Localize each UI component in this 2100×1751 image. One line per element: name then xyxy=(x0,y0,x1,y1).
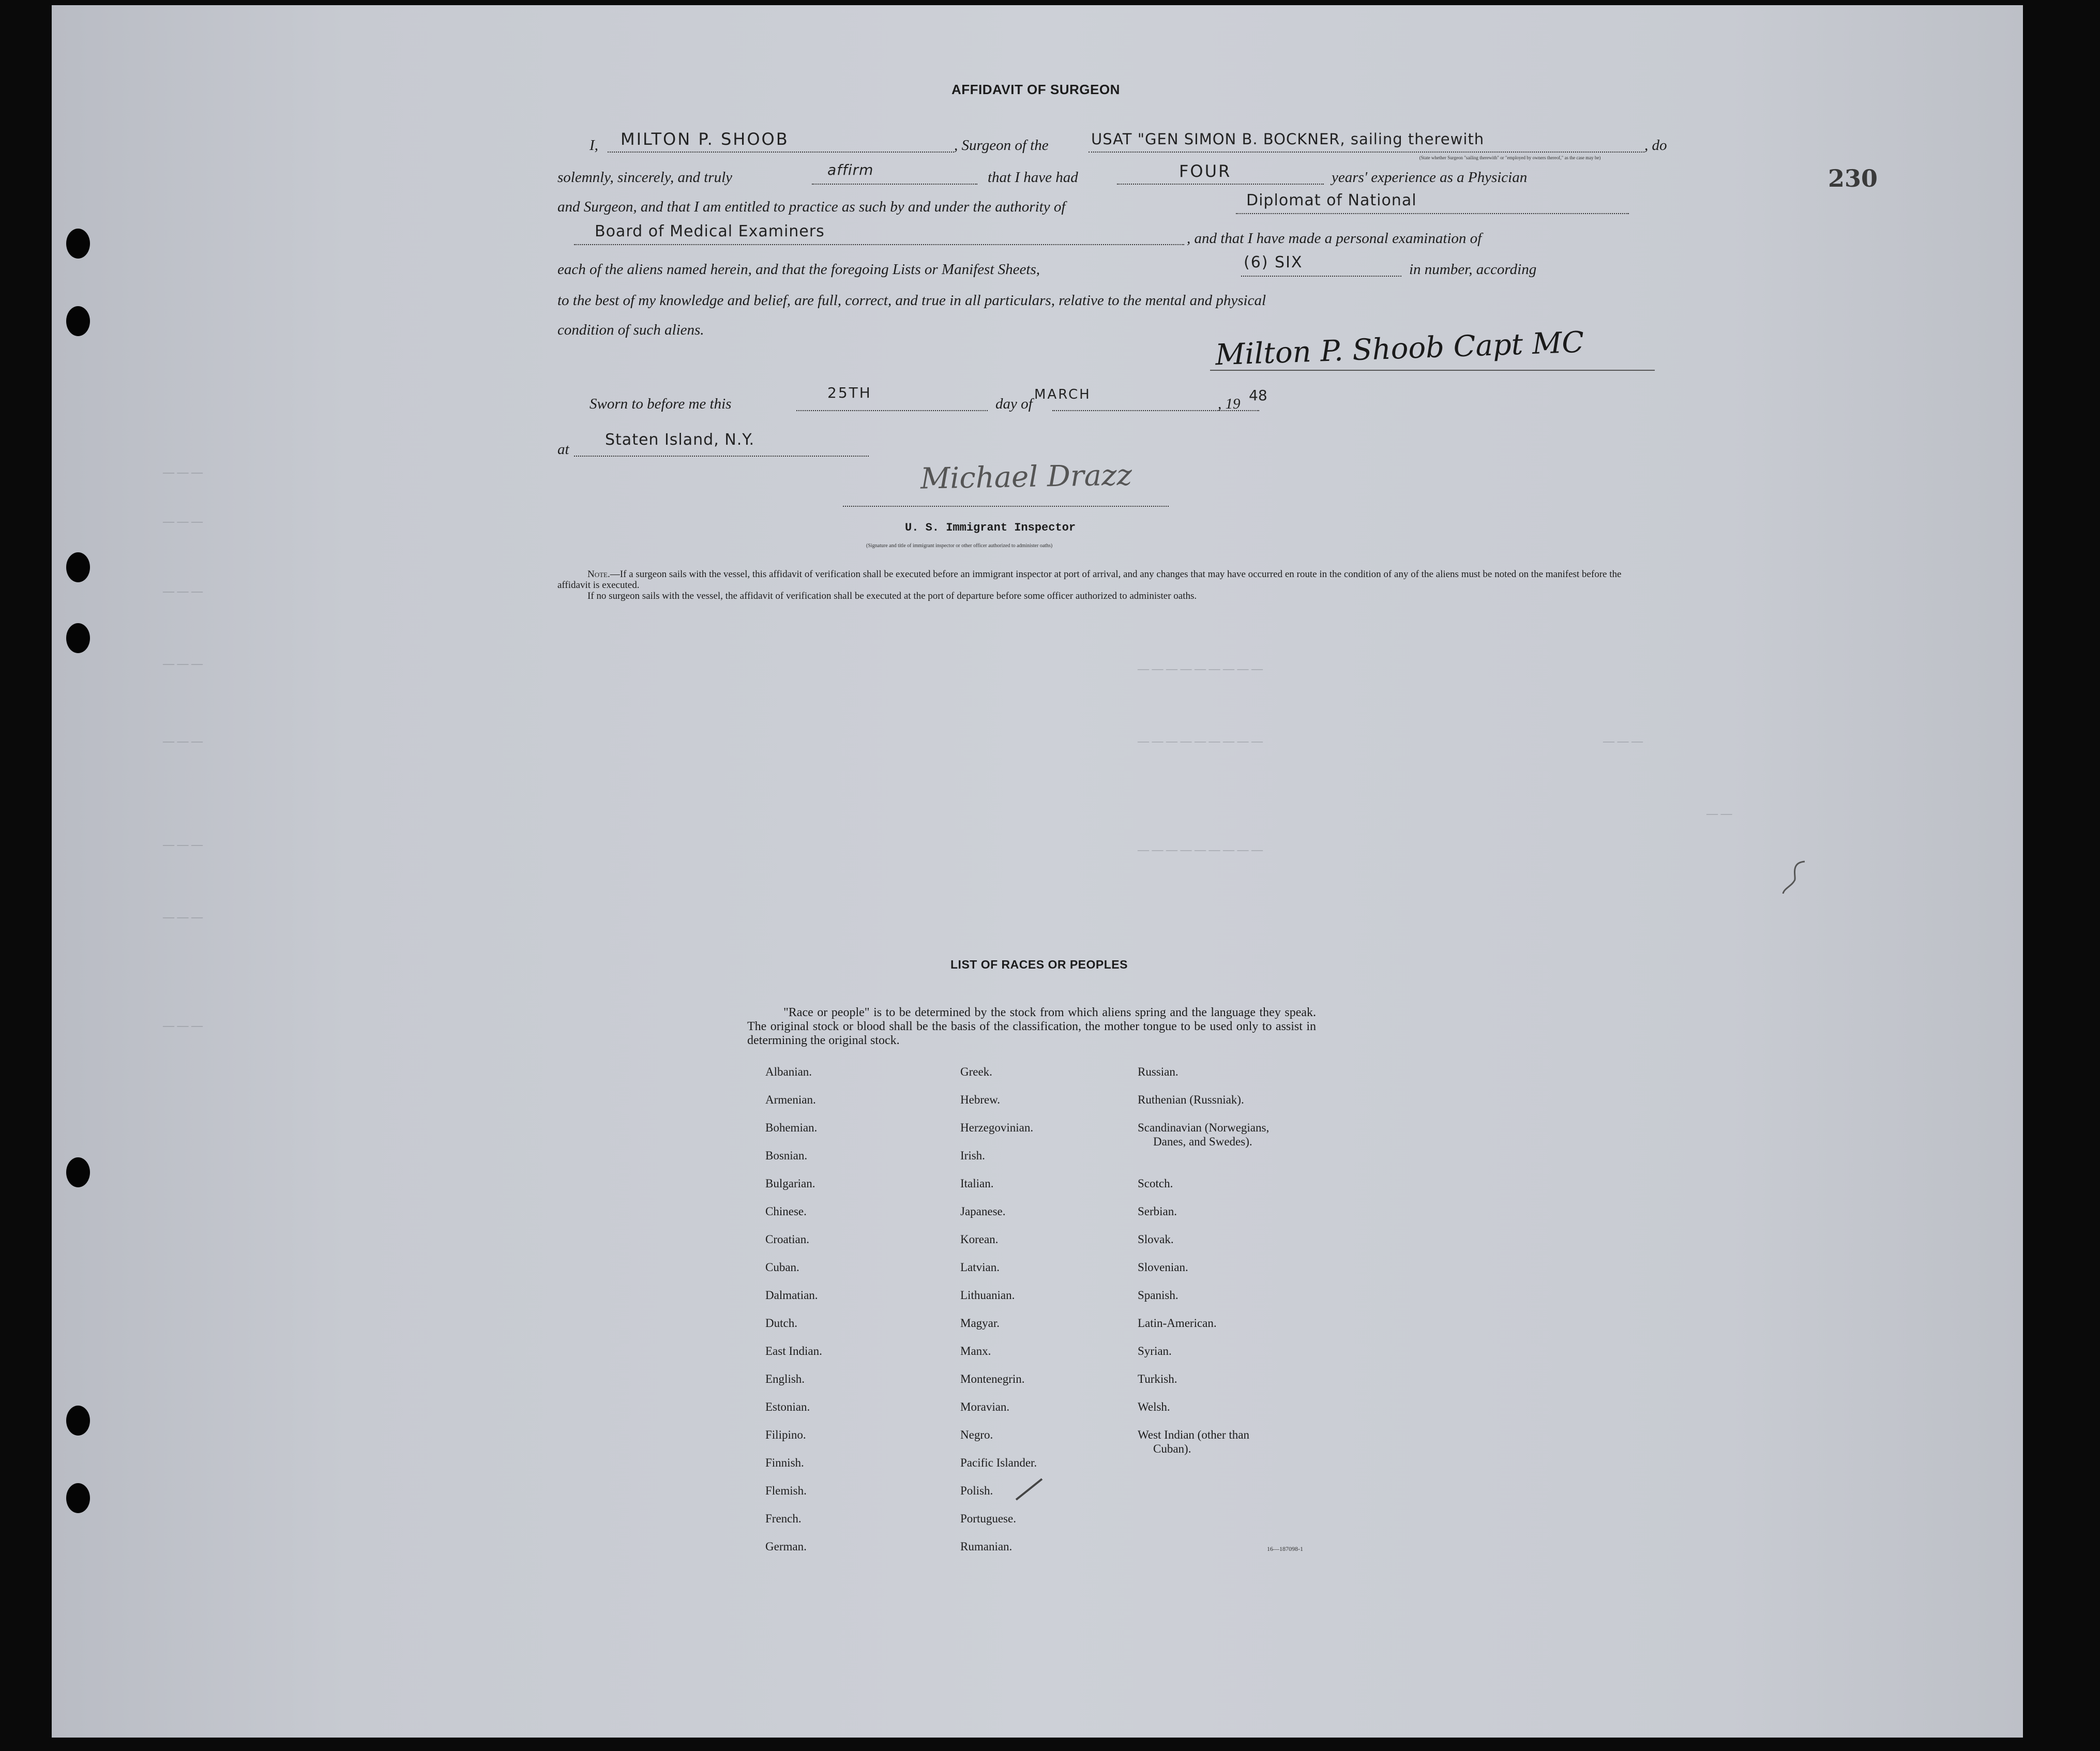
affidavit-text: , Surgeon of the xyxy=(954,137,1049,154)
underline xyxy=(1089,152,1644,153)
race-item: Danes, and Swedes). xyxy=(1153,1135,1252,1148)
affidavit-text: that I have had xyxy=(988,169,1078,186)
binder-hole xyxy=(66,306,90,336)
affidavit-text: and Surgeon, and that I am entitled to practice as such by and under the authority of xyxy=(557,199,1066,215)
race-item: Pacific Islander. xyxy=(960,1456,1037,1469)
affidavit-text: years' experience as a Physician xyxy=(1332,169,1528,186)
race-item: Armenian. xyxy=(765,1093,816,1106)
binder-hole xyxy=(66,552,90,582)
race-item: Negro. xyxy=(960,1428,993,1441)
sworn-place: Staten Island, N.Y. xyxy=(605,431,755,449)
years-experience: FOUR xyxy=(1179,161,1232,181)
race-item: Dutch. xyxy=(765,1317,797,1330)
race-item: Serbian. xyxy=(1138,1205,1177,1218)
race-item: Scotch. xyxy=(1138,1177,1173,1190)
race-item: Polish. xyxy=(960,1484,993,1497)
sworn-day: 25TH xyxy=(827,384,872,401)
inspector-caption: (Signature and title of immigrant inspector or other officer authorized to administer oaths) xyxy=(866,543,1053,549)
race-item: Dalmatian. xyxy=(765,1289,818,1302)
race-item: Flemish. xyxy=(765,1484,807,1497)
race-item: Ruthenian (Russniak). xyxy=(1138,1093,1244,1106)
race-item: Cuban). xyxy=(1153,1442,1191,1455)
underline xyxy=(1117,184,1324,185)
check-mark-icon xyxy=(1014,1476,1045,1502)
race-item: Greek. xyxy=(960,1065,992,1078)
underline xyxy=(1236,213,1629,214)
sworn-text: , 19 xyxy=(1218,396,1241,412)
underline xyxy=(812,184,977,185)
binder-hole xyxy=(66,1406,90,1436)
race-item: Italian. xyxy=(960,1177,994,1190)
race-item: Rumanian. xyxy=(960,1540,1013,1553)
note-label: Note. xyxy=(587,569,610,580)
race-item: Montenegrin. xyxy=(960,1372,1025,1385)
race-item: Herzegovinian. xyxy=(960,1121,1034,1134)
note-line-1: —If a surgeon sails with the vessel, this affidavit of verification shall be executed before an immigrant inspector at port of arrival, and any changes that may have occurred en route in the condition of any of the aliens must be noted on the manifest before the affidavit is executed. xyxy=(557,569,1622,591)
race-item: Lithuanian. xyxy=(960,1289,1015,1302)
affidavit-text: to the best of my knowledge and belief, are full, correct, and true in all particulars, relative to the mental and physical xyxy=(557,292,1266,309)
race-item: Portuguese. xyxy=(960,1512,1016,1525)
underline xyxy=(843,506,1169,507)
affidavit-text: , do xyxy=(1644,137,1667,154)
underline xyxy=(1241,276,1401,277)
race-item: West Indian (other than xyxy=(1138,1428,1249,1441)
race-item: Chinese. xyxy=(765,1205,807,1218)
oath-type: affirm xyxy=(827,161,874,178)
sworn-text: at xyxy=(557,441,569,458)
inspector-signature: Michael Drazz xyxy=(920,458,1132,496)
affidavit-text: I, xyxy=(590,137,598,154)
race-item: Croatian. xyxy=(765,1233,809,1246)
race-item: Scandinavian (Norwegians, xyxy=(1138,1121,1270,1134)
race-item: Moravian. xyxy=(960,1400,1010,1413)
race-item: Finnish. xyxy=(765,1456,804,1469)
binder-hole xyxy=(66,623,90,653)
surgeon-name: MILTON P. SHOOB xyxy=(621,129,789,149)
underline xyxy=(608,152,954,153)
affidavit-text: solemnly, sincerely, and truly xyxy=(557,169,733,186)
vessel-field-caption: (State whether Surgeon "sailing therewith" or "employed by owners thereof," as the case may be) xyxy=(1419,155,1601,160)
underline xyxy=(574,244,1184,245)
race-item: Cuban. xyxy=(765,1261,799,1274)
race-item: Bohemian. xyxy=(765,1121,818,1134)
authority-line-1: Diplomat of National xyxy=(1246,191,1417,209)
race-item: Syrian. xyxy=(1138,1345,1172,1357)
race-item: East Indian. xyxy=(765,1345,822,1357)
underline xyxy=(796,410,988,411)
races-column-3 xyxy=(1138,1065,1269,1456)
vessel-name: USAT "GEN SIMON B. BOCKNER, sailing therewith xyxy=(1091,130,1485,148)
note-line-2: If no surgeon sails with the vessel, the affidavit of verification shall be executed at the port of departure before some officer authorized to administer oaths. xyxy=(587,591,1197,601)
binder-hole xyxy=(66,1157,90,1187)
form-number: 16—187098-1 xyxy=(1267,1545,1303,1552)
race-item: Albanian. xyxy=(765,1065,812,1078)
surgeon-signature: Milton P. Shoob Capt MC xyxy=(1215,325,1585,372)
inspector-title: U. S. Immigrant Inspector xyxy=(905,521,1076,534)
sworn-month: MARCH xyxy=(1034,387,1091,402)
race-item: French. xyxy=(765,1512,802,1525)
affidavit-text: , and that I have made a personal examination of xyxy=(1187,230,1482,247)
pencil-mark-icon xyxy=(1779,857,1810,899)
race-item: Filipino. xyxy=(765,1428,806,1441)
race-item: Estonian. xyxy=(765,1400,810,1413)
race-item: Magyar. xyxy=(960,1317,1000,1330)
affidavit-text: each of the aliens named herein, and that the foregoing Lists or Manifest Sheets, xyxy=(557,261,1040,278)
sworn-text: day of xyxy=(995,396,1033,412)
underline xyxy=(574,456,869,457)
affidavit-title: AFFIDAVIT OF SURGEON xyxy=(951,82,1120,97)
authority-line-2: Board of Medical Examiners xyxy=(595,222,825,240)
races-intro: "Race or people" is to be determined by the stock from which aliens spring and the language they speak. The original stock or blood shall be the basis of the classification, the mother tongue to be used only to assist in determining the original stock. xyxy=(747,1006,1316,1047)
race-item: Bulgarian. xyxy=(765,1177,815,1190)
affidavit-text: condition of such aliens. xyxy=(557,322,704,338)
underline xyxy=(1210,370,1655,371)
race-item: Russian. xyxy=(1138,1065,1179,1078)
race-item: Japanese. xyxy=(960,1205,1006,1218)
race-item: Manx. xyxy=(960,1345,991,1357)
race-item: Spanish. xyxy=(1138,1289,1179,1302)
manifest-sheet-count: (6) SIX xyxy=(1244,253,1303,271)
race-item: German. xyxy=(765,1540,807,1553)
affidavit-text: in number, according xyxy=(1409,261,1537,278)
races-column-1 xyxy=(765,1065,822,1568)
race-item: Latin-American. xyxy=(1138,1317,1217,1330)
binder-hole xyxy=(66,1483,90,1513)
affidavit-note xyxy=(557,569,1629,601)
race-item: Slovak. xyxy=(1138,1233,1174,1246)
race-item: Latvian. xyxy=(960,1261,1000,1274)
page-number: 230 xyxy=(1828,164,1878,192)
races-title: LIST OF RACES OR PEOPLES xyxy=(950,958,1128,971)
sworn-text: Sworn to before me this xyxy=(590,396,732,412)
document-sheet: — — — — — — — — — — — — — — — — — — — — — — — — — — — — — — — — — — — — — — — — — — — — — — — — — — — — — — — — 230 AFFIDAVIT OF SURGEON I, MILTON P. SHOOB , Surgeon of the USAT "GEN SIMON B. BOCKNER, sailing therewith , do (State whether Surgeon "sailing therewith" or "employed by owners thereof," as the case may be) solemnly, sincerely, and truly affirm that I have had FOUR years' experience as a Physician and Surgeon, and that I am entitled to practice as such by and under the authority of Diplomat of National Board of Medical Examiners , and that I have made a personal examination of each of the aliens named herein, and that the foregoing Lists or Manifest Sheets, (6) SIX in number, according to the best of my knowledge and belief, are full, correct, and true in all particulars, relative to the mental and physical condition of such aliens. Milton P. Shoob Capt MC Sworn to before me this 25TH day of MARCH , 19 48 at Staten Island, N.Y. Michael Drazz U. S. Immigrant Inspector (Signature and title of immigrant inspector or other officer authorized to administer oaths) Note.—If a surgeon sails with the vessel, this affidavit of verification shall be executed before an immigrant inspector at port of arrival, and any changes that may have occurred en route in the condition of any of the aliens must be noted on the manifest before the affidavit is executed. If no surgeon sails with the vessel, the affidavit of verification shall be executed at the port of departure before some officer authorized to administer oaths. LIST OF RACES OR PEOPLES "Race or people" is to be determined by the stock from which aliens spring and the language they speak. The original stock or blood shall be the basis of the classification, the mother tongue to be used only to assist in determining the original stock. Albanian. Armenian. Bohemian. Bosnian. Bulgarian. Chinese. Croatian. Cuban. Dalmatian. Dutch. East Indian. English. Estonian. Filipino. Finnish. Flemish. French. German. Greek. Hebrew. Herzegovinian. Irish. Italian. Japanese. Korean. Latvian. Lithuanian. Magyar. Manx. Montenegrin. Moravian. Negro. Pacific Islander. Polish. Portuguese. Rumanian. Russian. Ruthenian (Russniak). Scandinavian (Norwegians, Danes, and Swedes). Scotch. Serbian. Slovak. Slovenian. Spanish. Latin-American. Syrian. Turkish. Welsh. West Indian (other than Cuban). 16—187098-1 xyxy=(52,5,2023,1738)
race-item: Slovenian. xyxy=(1138,1261,1188,1274)
race-item: Irish. xyxy=(960,1149,985,1162)
race-item: Korean. xyxy=(960,1233,999,1246)
race-item: Hebrew. xyxy=(960,1093,1001,1106)
sworn-year-suffix: 48 xyxy=(1249,387,1267,404)
race-item: English. xyxy=(765,1372,805,1385)
race-item: Bosnian. xyxy=(765,1149,808,1162)
race-item: Welsh. xyxy=(1138,1400,1170,1413)
race-item: Turkish. xyxy=(1138,1372,1177,1385)
binder-hole xyxy=(66,229,90,259)
